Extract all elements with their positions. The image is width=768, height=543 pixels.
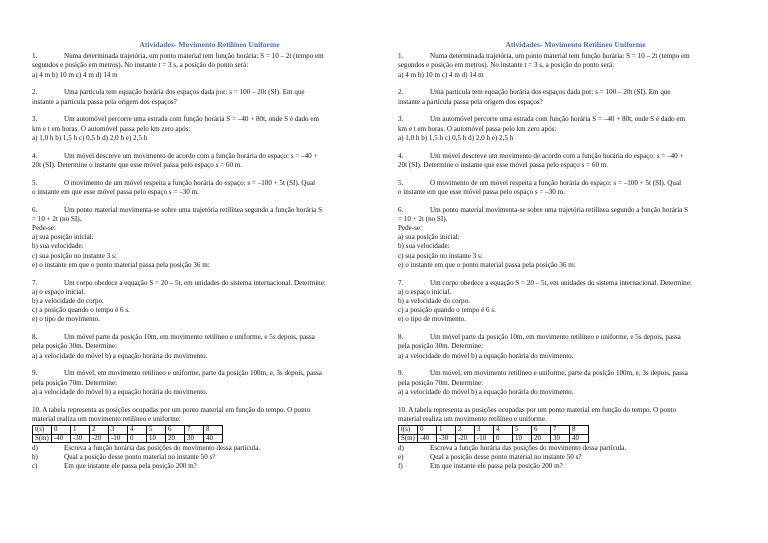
question-line-text: Um corpo obedece a equação S = 20 – 5t, em unidades do sistema internacional. Determine:: [64, 278, 326, 287]
question-line: [398, 233, 753, 242]
table-cell: 8: [570, 426, 589, 435]
table-data-row: [399, 434, 589, 443]
question-line: [398, 215, 753, 224]
question-line: [32, 297, 387, 306]
question-line-text: instante a partícula passa pela origem dos espaços?: [32, 97, 177, 106]
question-text: [32, 369, 387, 378]
table-cell: 40: [570, 434, 589, 443]
question-line-text: b) sua velocidade:: [398, 242, 450, 251]
question-text: [32, 52, 387, 61]
question-line-text: Um automóvel percorre uma estrada com função horária S = –40 + 80t, onde S é dado em: [430, 115, 686, 124]
question-line: [398, 161, 753, 170]
question-line: [32, 134, 387, 143]
sub-question: [32, 453, 387, 462]
question-line-text: O movimento de um móvel respeita a função horária do espaço: s = –100 + 5t (SI). Qual: [430, 178, 682, 187]
question-text: [398, 333, 753, 342]
question-item: [398, 115, 753, 143]
question-line-text: pela posição 70m. Determine:: [398, 378, 484, 387]
question-line: [398, 288, 753, 297]
question-10-text: 10. A tabela representa as posições ocupadas por um ponto material em função do tempo. O ponto: [32, 405, 311, 414]
table-cell: S(m): [33, 434, 52, 443]
sub-question-text: Escreva a função horária das posições do movimento dessa partícula.: [64, 444, 261, 453]
question-text: [398, 88, 753, 97]
question-item: [32, 179, 387, 197]
table-header-row: [399, 426, 589, 435]
question-list: [398, 52, 753, 397]
table-cell: 5: [147, 426, 166, 435]
question-number: 7.: [398, 278, 404, 287]
question-line-text: segundos e posição em metros). No instante t = 3 s, a posição do ponto será:: [398, 61, 615, 70]
question-line-text: Um ponto material movimenta-se sobre uma trajetória retilínea segundo a função horária S: [430, 205, 689, 214]
sub-question-letter: b): [32, 453, 38, 462]
question-line-text: Um ponto material movimenta-se sobre uma trajetória retilínea segundo a função horária S: [64, 205, 323, 214]
table-cell: 20: [166, 434, 185, 443]
table-cell: 10: [513, 434, 532, 443]
question-text: [398, 115, 753, 124]
question-item: [32, 206, 387, 270]
question-line: [398, 224, 753, 233]
question-line-text: a) o espaço inicial.: [32, 287, 86, 296]
table-cell: 30: [551, 434, 570, 443]
question-item: [398, 152, 753, 170]
question-line: [32, 161, 387, 170]
question-line-text: o instante em que esse móvel passa pelo espaço s = –30 m.: [32, 187, 199, 196]
question-line-text: pela posição 70m. Determine:: [32, 378, 118, 387]
question-line-text: Um móvel descreve um movimento de acordo com a função horária do espaço: s = –40 +: [430, 151, 684, 160]
question-line: [398, 342, 753, 351]
question-item: [398, 206, 753, 270]
sub-question-letter: e): [398, 453, 404, 462]
question-line-text: Um móvel, em movimento retilíneo e uniforme, parte da posição 100m, e, 3s depois, passa: [64, 369, 322, 378]
question-line: [32, 215, 387, 224]
question-line: [32, 125, 387, 134]
question-line-text: a) a velocidade do móvel b) a equação horária do movimento.: [32, 351, 208, 360]
question-line-text: a) o espaço inicial.: [398, 287, 452, 296]
question-line-text: c) sua posição no instante 3 s:: [398, 251, 483, 260]
table-cell: 3: [475, 426, 494, 435]
question-line-text: b) a velocidade do corpo.: [32, 297, 104, 306]
question-number: 8.: [32, 333, 38, 342]
table-cell: 7: [551, 426, 570, 435]
question-line: [32, 352, 387, 361]
sub-question-text: Qual a posição desse ponto material no instante 50 s?: [64, 453, 216, 462]
sub-question-text: Escreva a função horária das posições do movimento dessa partícula.: [430, 444, 627, 453]
question-line: [398, 252, 753, 261]
question-number: 7.: [32, 278, 38, 287]
table-cell: 4: [128, 426, 147, 435]
table-cell: -10: [109, 434, 128, 443]
question-line-text: O movimento de um móvel respeita a função horária do espaço: s = –100 + 5t (SI). Qual: [64, 178, 316, 187]
question-10-text: material realiza um movimento retilíneo e uniforme.: [32, 414, 181, 423]
question-line: [398, 352, 753, 361]
question-text: [32, 88, 387, 97]
question-line: [32, 315, 387, 324]
table-cell: 30: [185, 434, 204, 443]
worksheet-title: Atividades- Movimento Retilíneo Uniforme: [505, 40, 646, 49]
question-line: [398, 134, 753, 143]
question-number: 5.: [398, 178, 404, 187]
question-line: [398, 261, 753, 270]
question-text: [398, 369, 753, 378]
question-line: [32, 188, 387, 197]
question-number: 4.: [32, 151, 38, 160]
question-line-text: o instante em que esse móvel passa pelo espaço s = –30 m.: [398, 187, 565, 196]
question-line-text: a) 4 m b) 10 m c) 4 m d) 14 m: [32, 70, 118, 79]
sub-question: [398, 453, 753, 462]
table-cell: 0: [494, 434, 513, 443]
question-line-text: a) sua posição inicial:: [398, 233, 460, 242]
question-line-text: c) a posição quando o tempo é 6 s.: [32, 306, 130, 315]
question-line: [32, 224, 387, 233]
position-time-table: [32, 425, 223, 443]
worksheet-right: [398, 40, 753, 472]
question-line-text: 20t (SI). Determine o instante que esse móvel passa pelo espaço s = 60 m.: [32, 160, 243, 169]
sub-question-letter: d): [398, 444, 404, 453]
question-line-text: Uma partícula tem equação horária dos espaços dada por: s = 100 – 20t (SI). Em que: [430, 88, 671, 97]
question-item: [32, 333, 387, 361]
table-cell: 3: [109, 426, 128, 435]
worksheet-left: [32, 40, 387, 472]
question-item: [32, 279, 387, 325]
question-line-text: Numa determinada trajetória, um ponto material tem função horária: S = 10 – 2t (tempo em: [430, 52, 690, 61]
question-line-text: c) sua posição no instante 3 s:: [32, 251, 117, 260]
question-text: [32, 333, 387, 342]
question-text: [398, 52, 753, 61]
sub-question: [398, 462, 753, 471]
question-number: 9.: [398, 369, 404, 378]
table-cell: -30: [437, 434, 456, 443]
question-line: [398, 297, 753, 306]
question-item: [32, 152, 387, 170]
question-text: [32, 179, 387, 188]
question-line-text: instante a partícula passa pela origem dos espaços?: [398, 97, 543, 106]
table-cell: 6: [532, 426, 551, 435]
question-line: [398, 188, 753, 197]
question-number: 4.: [398, 151, 404, 160]
sub-question-letter: d): [32, 444, 38, 453]
question-line-text: Um corpo obedece a equação S = 20 – 5t, em unidades do sistema internacional. Determine:: [430, 278, 692, 287]
question-line: [32, 306, 387, 315]
question-10: [398, 406, 753, 472]
table-cell: 0: [52, 426, 71, 435]
position-time-table: [398, 425, 589, 443]
sub-question-text: Em que instante ele passa pela posição 200 m?: [430, 462, 563, 471]
question-line-text: c) a posição quando o tempo é 6 s.: [398, 306, 496, 315]
table-cell: 10: [147, 434, 166, 443]
question-line-text: pela posição 30m. Determine:: [32, 342, 118, 351]
question-item: [398, 88, 753, 106]
question-line-text: a) a velocidade do móvel b) a equação horária do movimento.: [398, 351, 574, 360]
sub-question-letter: f): [398, 462, 403, 471]
question-line-text: e) o tipo de movimento.: [32, 315, 100, 324]
table-cell: 0: [128, 434, 147, 443]
sub-question-text: Em que instante ele passa pela posição 200 m?: [64, 462, 197, 471]
question-line-text: Um móvel descreve um movimento de acordo com a função horária do espaço: s = –40 +: [64, 151, 318, 160]
question-10-text: 10. A tabela representa as posições ocupadas por um ponto material em função do tempo. O ponto: [398, 405, 677, 414]
table-cell: -30: [71, 434, 90, 443]
question-number: 5.: [32, 178, 38, 187]
question-line: [32, 379, 387, 388]
question-number: 8.: [398, 333, 404, 342]
question-item: [398, 279, 753, 325]
table-cell: 1: [71, 426, 90, 435]
question-line-text: e) o tipo de movimento.: [398, 315, 466, 324]
table-cell: 0: [418, 426, 437, 435]
question-line: [398, 315, 753, 324]
question-line: [398, 125, 753, 134]
question-line-text: a) a velocidade do móvel b) a equação horária do movimento.: [398, 387, 574, 396]
question-number: 1.: [398, 52, 404, 61]
question-line-text: Pede-se:: [32, 224, 57, 233]
question-number: 3.: [32, 115, 38, 124]
question-line: [32, 71, 387, 80]
table-cell: 40: [204, 434, 223, 443]
question-line: [32, 61, 387, 70]
question-line: [32, 98, 387, 107]
question-line-text: km e t em horas. O automóvel passa pelo km zero após:: [32, 124, 191, 133]
question-line: [398, 379, 753, 388]
table-cell: 6: [166, 426, 185, 435]
sub-question-text: Qual a posição desse ponto material no instante 50 s?: [430, 453, 582, 462]
question-text: [398, 206, 753, 215]
question-item: [398, 333, 753, 361]
question-line-text: a) 1,0 h b) 1,5 h c) 0,5 h d) 2,0 h e) 2,5 h: [32, 133, 148, 142]
question-number: 2.: [32, 88, 38, 97]
question-text: [398, 152, 753, 161]
question-line-text: Um móvel parte da posição 10m, em movimento retilíneo e uniforme, e 5s depois, passa: [430, 333, 681, 342]
table-cell: 8: [204, 426, 223, 435]
table-cell: -20: [456, 434, 475, 443]
question-text: [32, 206, 387, 215]
table-cell: 5: [513, 426, 532, 435]
question-item: [398, 52, 753, 80]
question-line: [32, 242, 387, 251]
question-number: 3.: [398, 115, 404, 124]
question-line-text: a) sua posição inicial:: [32, 233, 94, 242]
table-cell: 4: [494, 426, 513, 435]
question-line: [398, 242, 753, 251]
question-line-text: a) 4 m b) 10 m c) 4 m d) 14 m: [398, 70, 484, 79]
sub-question: [398, 444, 753, 453]
question-text: [32, 115, 387, 124]
table-header-row: [33, 426, 223, 435]
question-line-text: Um móvel, em movimento retilíneo e uniforme, parte da posição 100m, e, 3s depois, passa: [430, 369, 688, 378]
question-text: [32, 152, 387, 161]
question-item: [32, 88, 387, 106]
table-data-row: [33, 434, 223, 443]
table-cell: -10: [475, 434, 494, 443]
question-line-text: 20t (SI). Determine o instante que esse móvel passa pelo espaço s = 60 m.: [398, 160, 609, 169]
question-item: [398, 369, 753, 397]
sub-question-letter: c): [32, 462, 38, 471]
table-cell: 1: [437, 426, 456, 435]
question-item: [32, 115, 387, 143]
question-line: [398, 71, 753, 80]
question-number: 2.: [398, 88, 404, 97]
question-line: [32, 252, 387, 261]
question-number: 9.: [32, 369, 38, 378]
worksheet-title: Atividades- Movimento Retilíneo Uniforme: [139, 40, 280, 49]
sub-question: [32, 444, 387, 453]
question-line: [32, 261, 387, 270]
table-cell: -20: [90, 434, 109, 443]
question-item: [398, 179, 753, 197]
question-line-text: = 10 + 2t (no SI).: [398, 214, 448, 223]
question-line-text: e) o instante em que o ponto material passa pela posição 36 m:: [398, 260, 576, 269]
question-line: [32, 388, 387, 397]
table-cell: S(m): [399, 434, 418, 443]
question-item: [32, 52, 387, 80]
table-cell: t(s): [399, 426, 418, 435]
question-line-text: segundos e posição em metros). No instante t = 3 s, a posição do ponto será:: [32, 61, 249, 70]
table-cell: 2: [90, 426, 109, 435]
question-line-text: = 10 + 2t (no SI).: [32, 214, 82, 223]
question-line-text: e) o instante em que o ponto material passa pela posição 36 m:: [32, 260, 210, 269]
table-cell: 2: [456, 426, 475, 435]
question-line-text: Um automóvel percorre uma estrada com função horária S = –40 + 80t, onde S é dado em: [64, 115, 320, 124]
table-cell: -40: [418, 434, 437, 443]
question-item: [32, 369, 387, 397]
question-line-text: a) 1,0 h b) 1,5 h c) 0,5 h d) 2,0 h e) 2,5 h: [398, 133, 514, 142]
question-number: 6.: [398, 205, 404, 214]
question-line: [32, 288, 387, 297]
question-10-text: material realiza um movimento retilíneo e uniforme.: [398, 414, 547, 423]
question-line: [398, 388, 753, 397]
question-number: 1.: [32, 52, 38, 61]
question-line: [398, 306, 753, 315]
table-cell: 20: [532, 434, 551, 443]
question-line-text: pela posição 30m. Determine:: [398, 342, 484, 351]
question-line: [398, 61, 753, 70]
table-cell: t(s): [33, 426, 52, 435]
question-line: [32, 233, 387, 242]
question-line-text: Numa determinada trajetória, um ponto material tem função horária: S = 10 – 2t (tempo em: [64, 52, 324, 61]
question-10: [32, 406, 387, 472]
question-text: [398, 179, 753, 188]
question-line-text: km e t em horas. O automóvel passa pelo km zero após:: [398, 124, 557, 133]
question-line: [32, 342, 387, 351]
question-text: [32, 279, 387, 288]
question-number: 6.: [32, 205, 38, 214]
question-line-text: b) a velocidade do corpo.: [398, 297, 470, 306]
table-cell: -40: [52, 434, 71, 443]
question-line-text: b) sua velocidade:: [32, 242, 84, 251]
question-text: [398, 279, 753, 288]
question-list: [32, 52, 387, 397]
question-line-text: a) a velocidade do móvel b) a equação horária do movimento.: [32, 387, 208, 396]
question-line: [398, 98, 753, 107]
question-line-text: Pede-se:: [398, 224, 423, 233]
table-cell: 7: [185, 426, 204, 435]
sub-question: [32, 462, 387, 471]
question-line-text: Uma partícula tem equação horária dos espaços dada por: s = 100 – 20t (SI). Em que: [64, 88, 305, 97]
question-line-text: Um móvel parte da posição 10m, em movimento retilíneo e uniforme, e 5s depois, passa: [64, 333, 315, 342]
